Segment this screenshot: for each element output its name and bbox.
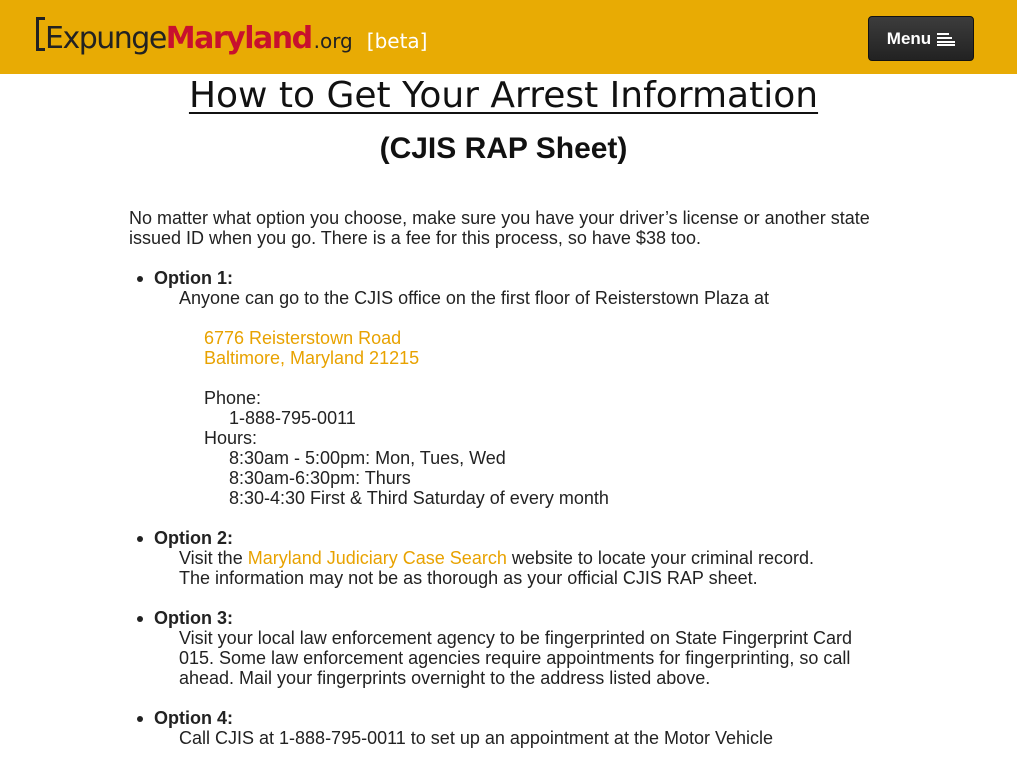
page-subtitle: (CJIS RAP Sheet) <box>379 132 628 165</box>
main-content <box>129 208 889 768</box>
menu-button[interactable] <box>868 16 974 61</box>
hours-line: 8:30am-6:30pm: Thurs <box>229 468 411 488</box>
option-4-text: Call CJIS at 1-888-795-0011 to set up an appointment at the Motor Vehicle <box>179 728 774 748</box>
logo-text-expunge: Expunge <box>45 21 166 56</box>
option-2-text: Visit the Maryland Judiciary Case Search website to locate your criminal record. <box>179 548 814 568</box>
site-logo[interactable] <box>36 14 427 54</box>
top-navbar <box>0 0 1017 74</box>
option-2-label: Option 2: <box>154 528 233 548</box>
option-3-label: Option 3: <box>154 608 233 628</box>
hours-line: 8:30-4:30 First & Third Saturday of every month <box>229 488 609 508</box>
bullet-icon <box>137 716 143 722</box>
option-1-label: Option 1: <box>154 268 233 288</box>
phone-label: Phone: <box>204 388 262 408</box>
option-4-label: Option 4: <box>154 708 233 728</box>
option-1-text: Anyone can go to the CJIS office on the first floor of Reisterstown Plaza at <box>179 288 769 308</box>
hours-line: 8:30am - 5:00pm: Mon, Tues, Wed <box>229 448 506 468</box>
hours-label: Hours: <box>204 428 258 448</box>
bullet-icon <box>137 536 143 542</box>
phone-number: 1-888-795-0011 <box>229 408 356 428</box>
address-line-1-link[interactable]: 6776 Reisterstown Road <box>204 328 402 348</box>
logo-text-org: .org <box>313 29 353 53</box>
logo-text-maryland: Maryland <box>165 21 312 56</box>
option-4-item <box>129 708 889 748</box>
page-title: How to Get Your Arrest Information <box>188 75 819 116</box>
bullet-icon <box>137 276 143 282</box>
option-2-item <box>129 528 889 588</box>
option-1-item <box>129 268 889 508</box>
beta-badge: [beta] <box>366 29 428 53</box>
case-search-link[interactable]: Maryland Judiciary Case Search <box>247 548 507 568</box>
menu-button-label: Menu <box>886 28 932 48</box>
option-2-text-line2: The information may not be as thorough as your official CJIS RAP sheet. <box>179 568 758 588</box>
bullet-icon <box>137 616 143 622</box>
logo-bracket-icon <box>36 17 45 51</box>
option-3-item <box>129 608 889 688</box>
menu-icon <box>937 32 955 46</box>
option-3-text: Visit your local law enforcement agency to be fingerprinted on State Fingerprint Card 015. Some law enforcement agencies require appointments for fingerprinting, so call ahead. Mail your fingerprints overnight to the address listed above. <box>179 628 853 688</box>
intro-paragraph: No matter what option you choose, make sure you have your driver’s license or another state issued ID when you go. There is a fee for this process, so have $38 too. <box>129 208 870 248</box>
address-line-2-link[interactable]: Baltimore, Maryland 21215 <box>204 348 420 368</box>
